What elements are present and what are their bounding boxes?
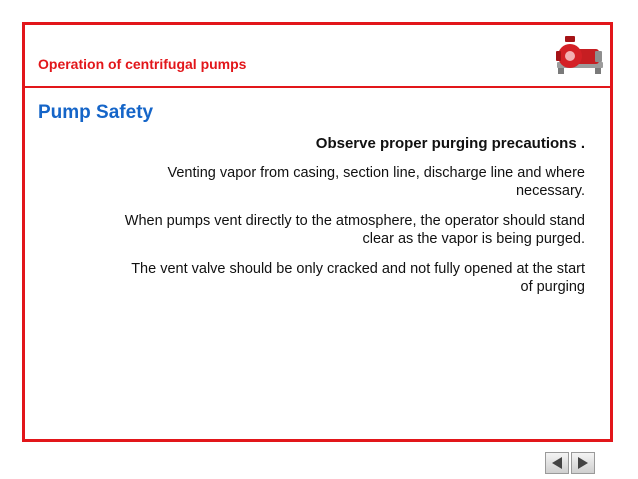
- triangle-right-icon: [576, 456, 590, 470]
- previous-slide-button[interactable]: [545, 452, 569, 474]
- slide-navigation: [545, 452, 595, 474]
- paragraph-stand-clear: When pumps vent directly to the atmosphere, the operator should stand clear as the vapor is being purged.: [124, 213, 585, 247]
- slide-content: [121, 135, 585, 308]
- next-slide-button[interactable]: [571, 452, 595, 474]
- triangle-left-icon: [550, 456, 564, 470]
- section-title: Pump Safety: [38, 102, 154, 123]
- centrifugal-pump-icon: [555, 35, 607, 81]
- slide-frame: [22, 22, 613, 442]
- header-rule: [25, 86, 610, 88]
- lead-statement: Observe proper purging precautions .: [315, 135, 585, 152]
- paragraph-venting: Venting vapor from casing, section line, discharge line and where necessary.: [167, 165, 585, 199]
- header-title: Operation of centrifugal pumps: [38, 56, 247, 72]
- paragraph-vent-valve: The vent valve should be only cracked and not fully opened at the start of purging: [131, 261, 585, 295]
- slide-header: [25, 25, 610, 86]
